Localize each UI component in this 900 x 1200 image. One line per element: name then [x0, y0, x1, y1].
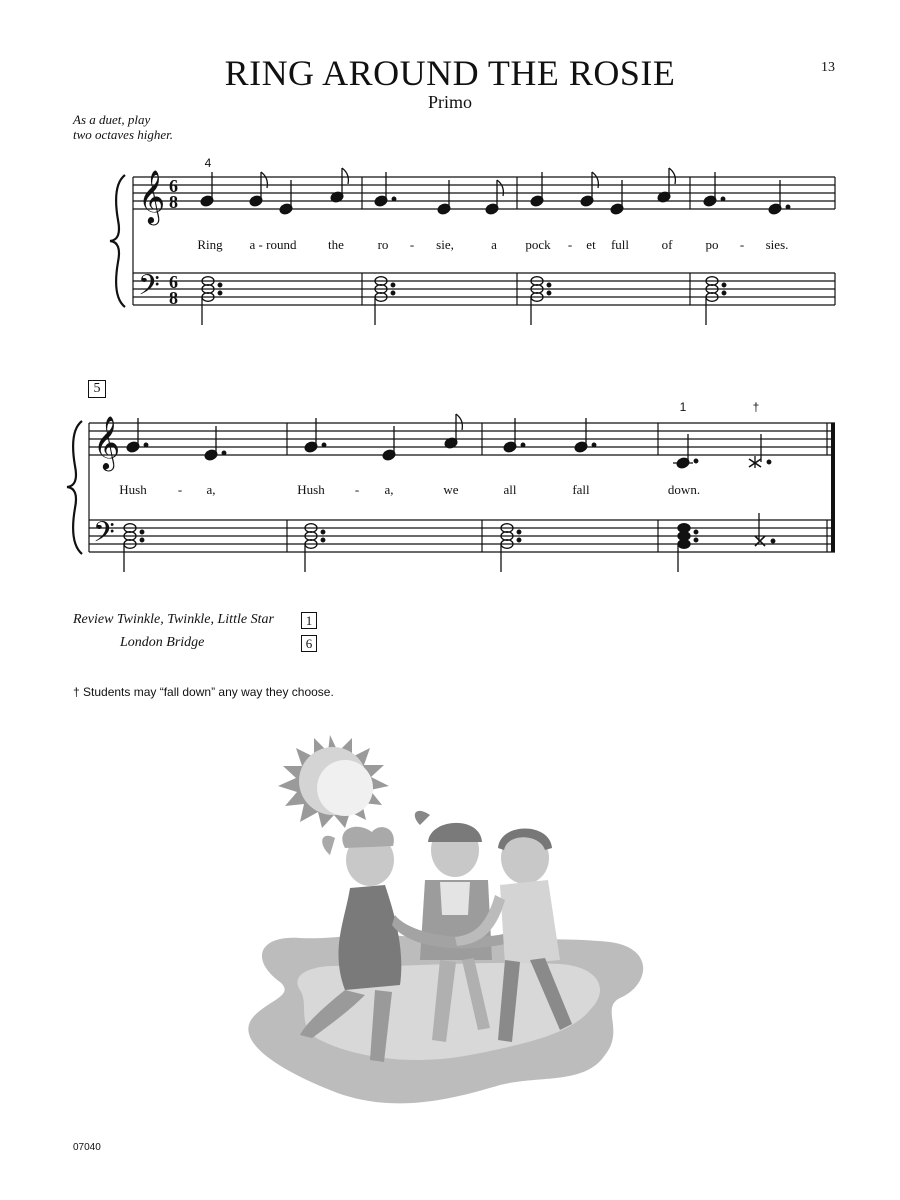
lyric-syllable: fall [572, 482, 590, 497]
lyric-syllable: a [491, 237, 497, 252]
lyric-syllable: pock [525, 237, 551, 252]
time-sig-top: 6 [169, 272, 178, 292]
page-title: RING AROUND THE ROSIE [224, 53, 676, 93]
lyric-syllable: - [409, 237, 415, 252]
system-2 [89, 423, 835, 552]
performance-note-line: two octaves higher. [73, 127, 174, 142]
fingering: 1 [679, 400, 687, 414]
bass-clef-icon: 𝄢 [93, 516, 115, 556]
treble-notes-2 [126, 414, 771, 469]
children-dancing-illustration [248, 735, 643, 1103]
fingering: 4 [204, 156, 212, 170]
bass-chords-1 [202, 277, 726, 325]
review-page-box: 6 [301, 635, 317, 652]
lyric-syllable: down. [667, 482, 701, 497]
review-item [73, 612, 274, 628]
lyric-syllable: Hush [297, 482, 325, 497]
catalog-code: 07040 [73, 1142, 101, 1153]
time-sig-bottom: 8 [169, 288, 178, 308]
lyric-syllable: et [586, 237, 596, 252]
performance-note-line: As a duet, play [73, 112, 151, 127]
lyric-syllable: Hush [119, 482, 147, 497]
lyric-syllable: full [610, 237, 630, 252]
treble-staff-1 [133, 177, 835, 209]
lyric-syllable: the [328, 237, 344, 252]
lyric-syllable: - [567, 237, 573, 252]
lyric-syllable: ro [377, 237, 389, 252]
lyric-syllable: all [503, 482, 517, 497]
review-title: London Bridge [120, 635, 205, 650]
lyric-syllable: - [739, 237, 745, 252]
bass-chords-2 [124, 513, 775, 572]
bass-clef-icon: 𝄢 [138, 269, 160, 309]
time-sig-bottom: 8 [169, 192, 178, 212]
review-title: Review Twinkle, Twinkle, Little Star [73, 612, 274, 627]
lyric-syllable: po [705, 237, 719, 252]
lyric-syllable: a, [206, 482, 216, 497]
page-number: 13 [821, 60, 835, 75]
lyric-syllable: - [177, 482, 183, 497]
treble-notes-1 [200, 168, 790, 215]
measure-number: 5 [88, 380, 106, 398]
brace [110, 175, 125, 307]
lyric-syllable: of [661, 237, 673, 252]
fingering: † [752, 400, 760, 414]
treble-clef-icon: 𝄞 [138, 169, 166, 223]
lyric-syllable: a - round [249, 237, 297, 252]
bass-staff-1 [133, 273, 835, 305]
brace [67, 421, 82, 554]
lyric-syllable: we [443, 482, 459, 497]
lyric-syllable: sies. [765, 237, 789, 252]
sun-icon [278, 735, 389, 828]
part-name: Primo [427, 92, 472, 112]
footnote: † Students may “fall down” any way they choose. [73, 685, 334, 699]
lyric-syllable: - [354, 482, 360, 497]
system-1 [133, 177, 835, 305]
time-sig-top: 6 [169, 176, 178, 196]
lyric-syllable: Ring [197, 237, 223, 252]
bass-staff-2 [89, 520, 835, 552]
review-item [120, 635, 204, 651]
review-page-box: 1 [301, 612, 317, 629]
lyric-syllable: a, [384, 482, 394, 497]
treble-clef-icon: 𝄞 [93, 415, 121, 469]
lyric-syllable: sie, [436, 237, 454, 252]
